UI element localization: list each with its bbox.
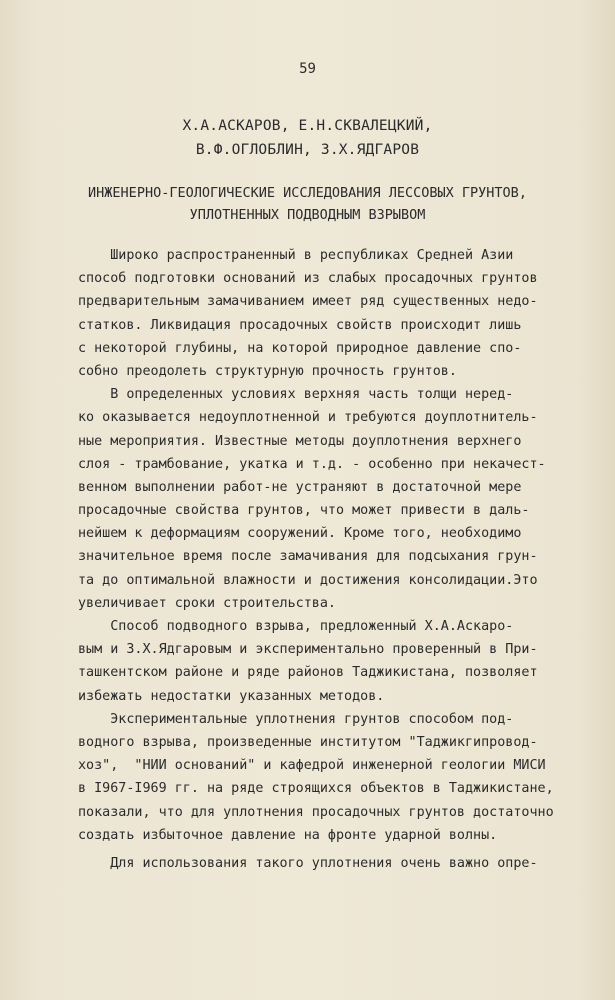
body-line: Широко распространенный в республиках Средней Азии (78, 248, 514, 263)
authors-block (0, 114, 615, 162)
page-number: 59 (299, 61, 316, 77)
authors-line: Х.А.АСКАРОВ, Е.Н.СКВАЛЕЦКИЙ, (182, 118, 433, 134)
body-line: способ подготовки оснований из слабых просадочных грунтов (78, 271, 538, 287)
article-body (78, 244, 568, 875)
body-line: В определенных условиях верхняя часть толщи неред- (78, 387, 514, 403)
authors-line: В.Ф.ОГЛОБЛИН, З.Х.ЯДГАРОВ (195, 142, 420, 158)
body-line: слоя - трамбование, укатка и т.д. - особенно при некачест- (78, 456, 546, 472)
body-line: венном выполнении работ-не устраняют в достаточной мере (78, 479, 522, 495)
body-line: предварительным замачиванием имеет ряд существенных недо- (78, 294, 538, 310)
body-line: та до оптимальной влажности и достижения консолидации.Это (78, 572, 538, 588)
body-line: показали, что для уплотнения просадочных грунтов достаточно (78, 804, 554, 820)
body-line: с некоторой глубины, на которой природное давление спо- (78, 340, 522, 356)
body-line: водного взрыва, произведенные институтом "Таджикгипровод- (78, 734, 538, 750)
title-line: ИНЖЕНЕРНО-ГЕОЛОГИЧЕСКИЕ ИССЛЕДОВАНИЯ ЛЕССОВЫХ ГРУНТОВ, (88, 185, 527, 201)
body-line: Способ подводного взрыва, предложенный Х.А.Аскаро- (78, 619, 514, 634)
body-line: значительное время после замачивания для подсыхания грун- (78, 549, 538, 565)
body-line: ко оказывается недоуплотненной и требуются доуплотнитель- (78, 410, 538, 426)
body-line: ташкентском районе и ряде районов Таджикистана, позволяет (78, 665, 538, 681)
body-line: ные мероприятия. Известные методы доуплотнения верхнего (78, 433, 522, 449)
body-line: статков. Ликвидация просадочных свойств происходит лишь (78, 317, 522, 333)
body-line: собно преодолеть структурную прочность грунтов. (78, 363, 457, 379)
body-line: просадочные свойства грунтов, что может привести в даль- (78, 503, 530, 519)
body-line: избежать недостатки указанных методов. (78, 688, 385, 704)
article-title (0, 182, 615, 226)
body-line: в I967-I969 гг. на ряде строящихся объектов в Таджикистане, (78, 781, 554, 797)
body-line: Экспериментальные уплотнения грунтов способом под- (78, 711, 514, 727)
body-line: увеличивает сроки строительства. (78, 595, 336, 611)
body-line: нейшем к деформациям сооружений. Кроме того, необходимо (78, 526, 522, 542)
body-line: хоз", "НИИ оснований" и кафедрой инженерной геологии МИСИ (78, 758, 546, 774)
body-line: Для использования такого уплотнения очень важно опре- (78, 855, 538, 871)
body-line: вым и З.Х.Ядгаровым и экспериментально проверенный в При- (78, 642, 538, 658)
title-line: УПЛОТНЕННЫХ ПОДВОДНЫМ ВЗРЫВОМ (189, 207, 426, 223)
body-line: создать избыточное давление на фронте ударной волны. (78, 827, 498, 843)
